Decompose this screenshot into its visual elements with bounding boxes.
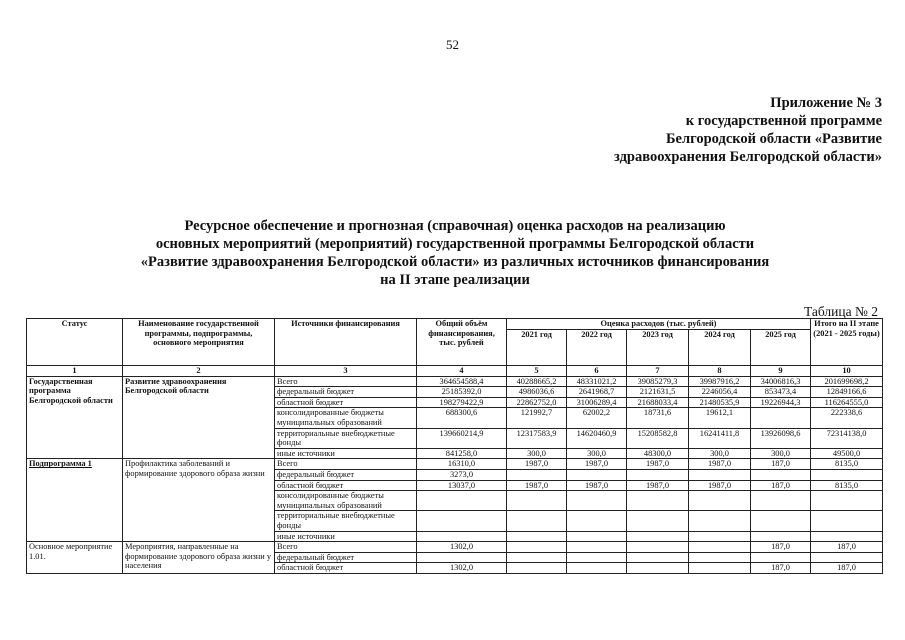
year-cell: 300,0 xyxy=(507,448,567,459)
total-cell: 841258,0 xyxy=(417,448,507,459)
year-cell: 187,0 xyxy=(751,480,811,491)
col-number: 8 xyxy=(689,366,751,377)
source-cell: иные источники xyxy=(275,531,417,542)
program-name-cell: Мероприятия, направленные на формирование здорового образа жизни у населения xyxy=(123,542,275,574)
col-number: 10 xyxy=(811,366,883,377)
source-cell: областной бюджет xyxy=(275,563,417,574)
year-cell xyxy=(567,491,627,511)
total-cell: 1302,0 xyxy=(417,563,507,574)
col-number: 6 xyxy=(567,366,627,377)
year-cell xyxy=(567,511,627,531)
appendix-line: Белгородской области «Развитие xyxy=(665,131,882,147)
source-cell: территориальные внебюджетные фонды xyxy=(275,511,417,531)
total-cell: 1302,0 xyxy=(417,542,507,553)
itogo-cell xyxy=(811,552,883,563)
header-year-2021: 2021 год xyxy=(507,330,567,366)
year-cell: 48331021,2 xyxy=(567,376,627,387)
header-year-2023: 2023 год xyxy=(627,330,689,366)
col-number: 4 xyxy=(417,366,507,377)
itogo-cell xyxy=(811,491,883,511)
document-title xyxy=(90,217,820,289)
year-cell xyxy=(627,531,689,542)
year-cell xyxy=(689,552,751,563)
year-cell xyxy=(507,511,567,531)
source-cell: иные источники xyxy=(275,448,417,459)
itogo-cell: 12849166,6 xyxy=(811,387,883,398)
appendix-line: здравоохранения Белгородской области» xyxy=(614,149,882,165)
year-cell: 300,0 xyxy=(567,448,627,459)
year-cell: 39987916,2 xyxy=(689,376,751,387)
year-cell: 31006289,4 xyxy=(567,397,627,408)
appendix-line: Приложение № 3 xyxy=(770,95,882,111)
year-cell: 853473,4 xyxy=(751,387,811,398)
year-cell: 4986036,6 xyxy=(507,387,567,398)
total-cell: 13037,0 xyxy=(417,480,507,491)
col-number: 2 xyxy=(123,366,275,377)
status-cell: Государственная программа Белгородской области xyxy=(27,376,123,459)
year-cell: 18731,6 xyxy=(627,408,689,428)
year-cell: 15208582,8 xyxy=(627,428,689,448)
year-cell: 2641968,7 xyxy=(567,387,627,398)
year-cell xyxy=(627,511,689,531)
header-name: Наименование государственной программы, подпрограммы, основного мероприятия xyxy=(123,319,275,366)
year-cell: 2121631,5 xyxy=(627,387,689,398)
year-cell: 16241411,8 xyxy=(689,428,751,448)
year-cell: 1987,0 xyxy=(507,459,567,470)
year-cell: 62002,2 xyxy=(567,408,627,428)
total-cell: 25185392,0 xyxy=(417,387,507,398)
col-number: 5 xyxy=(507,366,567,377)
source-cell: федеральный бюджет xyxy=(275,552,417,563)
total-cell: 3273,0 xyxy=(417,469,507,480)
subprogram-label: Подпрограмма 1 xyxy=(29,459,92,469)
source-cell: Всего xyxy=(275,459,417,470)
header-year-2025: 2025 год xyxy=(751,330,811,366)
total-cell xyxy=(417,511,507,531)
year-cell xyxy=(567,542,627,553)
year-cell xyxy=(627,491,689,511)
itogo-cell: 222338,6 xyxy=(811,408,883,428)
status-cell: Основное мероприятие 1.01. xyxy=(27,542,123,574)
year-cell xyxy=(689,531,751,542)
year-cell: 1987,0 xyxy=(689,459,751,470)
header-itogo: Итого на II этапе (2021 - 2025 годы) xyxy=(811,319,883,366)
year-cell xyxy=(689,469,751,480)
table-row xyxy=(27,459,883,470)
year-cell: 1987,0 xyxy=(689,480,751,491)
year-cell: 1987,0 xyxy=(507,480,567,491)
year-cell: 187,0 xyxy=(751,542,811,553)
table-row xyxy=(27,542,883,553)
year-cell xyxy=(627,552,689,563)
year-cell xyxy=(689,491,751,511)
year-cell: 14620460,9 xyxy=(567,428,627,448)
itogo-cell xyxy=(811,469,883,480)
header-total: Общий объём финансирования, тыс. рублей xyxy=(417,319,507,366)
year-cell xyxy=(751,469,811,480)
title-line: на II этапе реализации xyxy=(380,272,530,288)
year-cell: 1987,0 xyxy=(567,480,627,491)
year-cell: 1987,0 xyxy=(627,459,689,470)
source-cell: территориальные внебюджетные фонды xyxy=(275,428,417,448)
source-cell: областной бюджет xyxy=(275,397,417,408)
title-line: «Развитие здравоохранения Белгородской области» из различных источников финансирования xyxy=(140,254,770,270)
year-cell xyxy=(507,563,567,574)
year-cell: 34006816,3 xyxy=(751,376,811,387)
source-cell: федеральный бюджет xyxy=(275,387,417,398)
year-cell xyxy=(751,511,811,531)
year-cell: 21480535,9 xyxy=(689,397,751,408)
itogo-cell xyxy=(811,531,883,542)
year-cell: 1987,0 xyxy=(567,459,627,470)
year-cell xyxy=(689,563,751,574)
appendix-heading xyxy=(560,94,882,166)
itogo-cell: 187,0 xyxy=(811,542,883,553)
itogo-cell: 8135,0 xyxy=(811,480,883,491)
itogo-cell: 72314138,0 xyxy=(811,428,883,448)
year-cell xyxy=(567,563,627,574)
year-cell xyxy=(507,542,567,553)
year-cell xyxy=(751,408,811,428)
source-cell: Всего xyxy=(275,542,417,553)
source-cell: областной бюджет xyxy=(275,480,417,491)
year-cell xyxy=(689,542,751,553)
itogo-cell: 116264555,0 xyxy=(811,397,883,408)
year-cell: 121992,7 xyxy=(507,408,567,428)
appendix-line: к государственной программе xyxy=(685,113,882,129)
year-cell: 300,0 xyxy=(689,448,751,459)
year-cell: 22862752,0 xyxy=(507,397,567,408)
col-number: 9 xyxy=(751,366,811,377)
total-cell xyxy=(417,491,507,511)
year-cell: 19612,1 xyxy=(689,408,751,428)
year-cell xyxy=(507,469,567,480)
year-cell: 40288665,2 xyxy=(507,376,567,387)
source-cell: консолидированные бюджеты муниципальных образований xyxy=(275,491,417,511)
year-cell: 13926098,6 xyxy=(751,428,811,448)
year-cell xyxy=(567,552,627,563)
year-cell: 21688033,4 xyxy=(627,397,689,408)
year-cell xyxy=(507,552,567,563)
header-estimate: Оценка расходов (тыс. рублей) xyxy=(507,319,811,330)
total-cell: 364654588,4 xyxy=(417,376,507,387)
col-number: 3 xyxy=(275,366,417,377)
header-status: Статус xyxy=(27,319,123,366)
total-cell xyxy=(417,552,507,563)
year-cell xyxy=(507,531,567,542)
year-cell xyxy=(627,469,689,480)
total-cell xyxy=(417,531,507,542)
source-cell: федеральный бюджет xyxy=(275,469,417,480)
year-cell: 187,0 xyxy=(751,459,811,470)
year-cell xyxy=(627,563,689,574)
year-cell: 39085279,3 xyxy=(627,376,689,387)
year-cell: 300,0 xyxy=(751,448,811,459)
total-cell: 688300,6 xyxy=(417,408,507,428)
year-cell xyxy=(689,511,751,531)
program-name-cell: Профилактика заболеваний и формирование здорового образа жизни xyxy=(123,459,275,542)
year-cell xyxy=(507,491,567,511)
year-cell xyxy=(751,531,811,542)
year-cell xyxy=(627,542,689,553)
header-sources: Источники финансирования xyxy=(275,319,417,366)
header-year-2024: 2024 год xyxy=(689,330,751,366)
year-cell: 1987,0 xyxy=(627,480,689,491)
table-label: Таблица № 2 xyxy=(804,304,878,319)
year-cell: 48300,0 xyxy=(627,448,689,459)
itogo-cell: 201699698,2 xyxy=(811,376,883,387)
year-cell xyxy=(567,531,627,542)
header-year-2022: 2022 год xyxy=(567,330,627,366)
source-cell: Всего xyxy=(275,376,417,387)
total-cell: 16310,0 xyxy=(417,459,507,470)
total-cell: 139660214,9 xyxy=(417,428,507,448)
year-cell: 12317583,9 xyxy=(507,428,567,448)
year-cell: 187,0 xyxy=(751,563,811,574)
year-cell: 19226944,3 xyxy=(751,397,811,408)
status-cell xyxy=(27,459,123,542)
itogo-cell: 187,0 xyxy=(811,563,883,574)
total-cell: 198279422,9 xyxy=(417,397,507,408)
year-cell xyxy=(751,552,811,563)
title-line: основных мероприятий (мероприятий) государственной программы Белгородской области xyxy=(155,236,755,252)
year-cell xyxy=(751,491,811,511)
itogo-cell: 49500,0 xyxy=(811,448,883,459)
source-cell: консолидированные бюджеты муниципальных образований xyxy=(275,408,417,428)
table-row xyxy=(27,376,883,387)
page-number: 52 xyxy=(446,37,459,52)
title-line: Ресурсное обеспечение и прогнозная (справочная) оценка расходов на реализацию xyxy=(184,218,726,234)
itogo-cell xyxy=(811,511,883,531)
year-cell: 2246056,4 xyxy=(689,387,751,398)
itogo-cell: 8135,0 xyxy=(811,459,883,470)
year-cell xyxy=(567,469,627,480)
col-number: 7 xyxy=(627,366,689,377)
col-number: 1 xyxy=(27,366,123,377)
program-name-cell: Развитие здравоохранения Белгородской области xyxy=(123,376,275,459)
financing-table xyxy=(26,318,883,574)
